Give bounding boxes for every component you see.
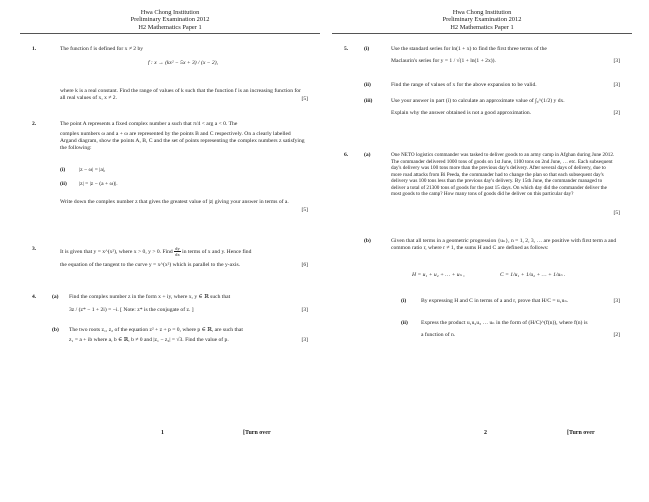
part-label: (i): [364, 46, 370, 52]
school-name: Hwa Chong Institution: [140, 9, 200, 16]
part-label: (iii): [364, 98, 373, 104]
question-number: 1.: [32, 46, 37, 52]
part-marks: [5]: [613, 210, 620, 216]
question-intro: The function f is defined for x ≠ 2 by: [60, 46, 144, 52]
question-line-1: [60, 246, 306, 257]
part-text: z₁ = a + ib where a, b ∈ ℝ, b ≠ 0 and |z₁ − z₂| = √3. Find the value of p.: [69, 337, 229, 343]
turn-over: [Turn over: [243, 430, 271, 436]
paper-title: H2 Mathematics Paper 1: [138, 23, 202, 31]
question-number: 5.: [344, 46, 349, 52]
part-text: Given that all terms in a geometric progression {uₙ}, n = 1, 2, 3, … are positive with first term a and common ratio r, where r ≠ 1, the sums H and C are defined as follows:: [391, 238, 617, 252]
part-label: (b): [52, 327, 59, 333]
line-text: in terms of x and y. Hence find: [182, 248, 252, 255]
part-marks: [3]: [613, 82, 620, 88]
question-marks: [5]: [301, 96, 308, 102]
paper-title: H2 Mathematics Paper 1: [450, 23, 514, 31]
question-tail: Write down the complex number z that gives the greatest value of |z| giving your answer in terms of a.: [60, 199, 289, 205]
subpart-marks: [3]: [613, 298, 620, 304]
question-line-2: the equation of the tangent to the curve y = x^(x²) which is parallel to the y-axis.: [60, 262, 241, 268]
part-text: One NETO logistics commander was tasked to deliver goods to an army camp in Afghan during June 2012. The commander delivered 1000 tons of goods on 1st June, 1100 tons on 2nd June, … etc. Each subsequent day's delivery was 100 tons more than the previous day's delivery. After several days of delivery, due to more road attacks from Bi Peeda, the commander had to change the plan so that each subsequent day's delivery was 100 tons less than the previous day's delivery. By 15th June, the commander managed to deliver a total of 21300 tons of goods for the past 15 days. On which day did the commander deliver the most goods to the camp? How many tons of goods did he deliver on this particular day?: [391, 152, 615, 197]
part-marks: [2]: [613, 110, 620, 116]
subpart-label: (i): [401, 298, 407, 304]
fraction-numerator: dy: [175, 246, 180, 251]
exam-page-2: [332, 0, 632, 502]
derivative-fraction: [174, 246, 181, 257]
part-text: Explain why the answer obtained is not a good approximation.: [391, 110, 532, 116]
page-header: [332, 0, 632, 31]
part-label: (i): [60, 167, 66, 173]
sum-c-equation: C = 1/u₁ + 1/u₂ + … + 1/uₙ .: [500, 272, 566, 278]
subpart-label: (ii): [401, 320, 408, 326]
header-rule: [20, 33, 320, 34]
line-text: It is given that y = x^(x²), where x > 0, y > 0. Find: [60, 248, 173, 255]
part-text: |z − ω| = |a|,: [79, 167, 106, 173]
part-text: The two roots z₁, z₂ of the equation z² + z + p = 0, where p ∈ ℝ, are such that: [69, 327, 243, 333]
header-rule: [332, 33, 632, 34]
part-marks: [3]: [613, 58, 620, 64]
sum-h-equation: H = u₁ + u₂ + … + uₙ ,: [412, 272, 465, 278]
question-number: 4.: [32, 294, 37, 300]
part-marks: [3]: [301, 307, 308, 313]
part-text: Maclaurin's series for y = 1 / √(1 + ln(1 + 2x)).: [391, 58, 496, 64]
part-text: Find the range of values of x for the above expansion to be valid.: [391, 82, 537, 88]
question-number: 6.: [344, 152, 349, 158]
exam-title: Preliminary Examination 2012: [442, 16, 522, 24]
part-label: (b): [364, 238, 371, 244]
subpart-marks: [2]: [613, 332, 620, 338]
part-text: Use the standard series for ln(1 + x) to find the first three terms of the: [391, 46, 547, 52]
school-name: Hwa Chong Institution: [452, 9, 512, 16]
page-number: 1: [161, 430, 164, 436]
part-label: (ii): [60, 181, 67, 187]
function-formula: f : x → (kx² − 5x + 3) / (x − 2),: [147, 60, 218, 66]
turn-over: [Turn over: [567, 430, 595, 436]
part-label: (a): [52, 294, 59, 300]
question-number: 3.: [32, 246, 37, 252]
exam-title: Preliminary Examination 2012: [130, 16, 210, 24]
part-text: |z| = |z − (a + ω)|.: [79, 181, 118, 187]
page-number: 2: [484, 430, 487, 436]
subpart-text: Express the product u₁u₂u₃ … uₙ in the form of (H/C)^(f(n)), where f(n) is: [421, 320, 588, 326]
question-intro: The point A represents a fixed complex number a such that π/4 < arg a < 0. The: [60, 121, 238, 127]
question-marks: [5]: [301, 207, 308, 213]
question-number: 2.: [32, 121, 37, 127]
page-header: [20, 0, 320, 31]
subpart-text: a function of n.: [421, 332, 456, 338]
part-marks: [3]: [301, 337, 308, 343]
part-text: Use your answer in part (i) to calculate an approximate value of ∫₀^(1/2) y dx.: [391, 98, 565, 104]
question-marks: [6]: [301, 262, 308, 268]
subpart-text: By expressing H and C in terms of a and r, prove that H/C = u₁uₙ.: [421, 298, 569, 304]
question-text: where k is a real constant. Find the range of values of k such that the function f is an increasing function for all real values of x, x ≠ 2.: [60, 88, 301, 102]
part-equation: 3z / (z* − 1 + 2i) = −i. [ Note: z* is the conjugate of z. ]: [69, 307, 194, 313]
exam-page-1: [20, 0, 320, 502]
part-label: (a): [364, 152, 371, 158]
part-text: Find the complex number z in the form x + iy, where x, y ∈ ℝ such that: [69, 294, 231, 300]
fraction-denominator: dx: [175, 252, 180, 257]
question-text: complex numbers ω and a + ω are represented by the points B and C respectively. On a clearly labelled Argand diagram, show the points A, B, C and the set of points representing the complex numbers z satisfying the following:: [60, 131, 305, 152]
part-label: (ii): [364, 82, 371, 88]
